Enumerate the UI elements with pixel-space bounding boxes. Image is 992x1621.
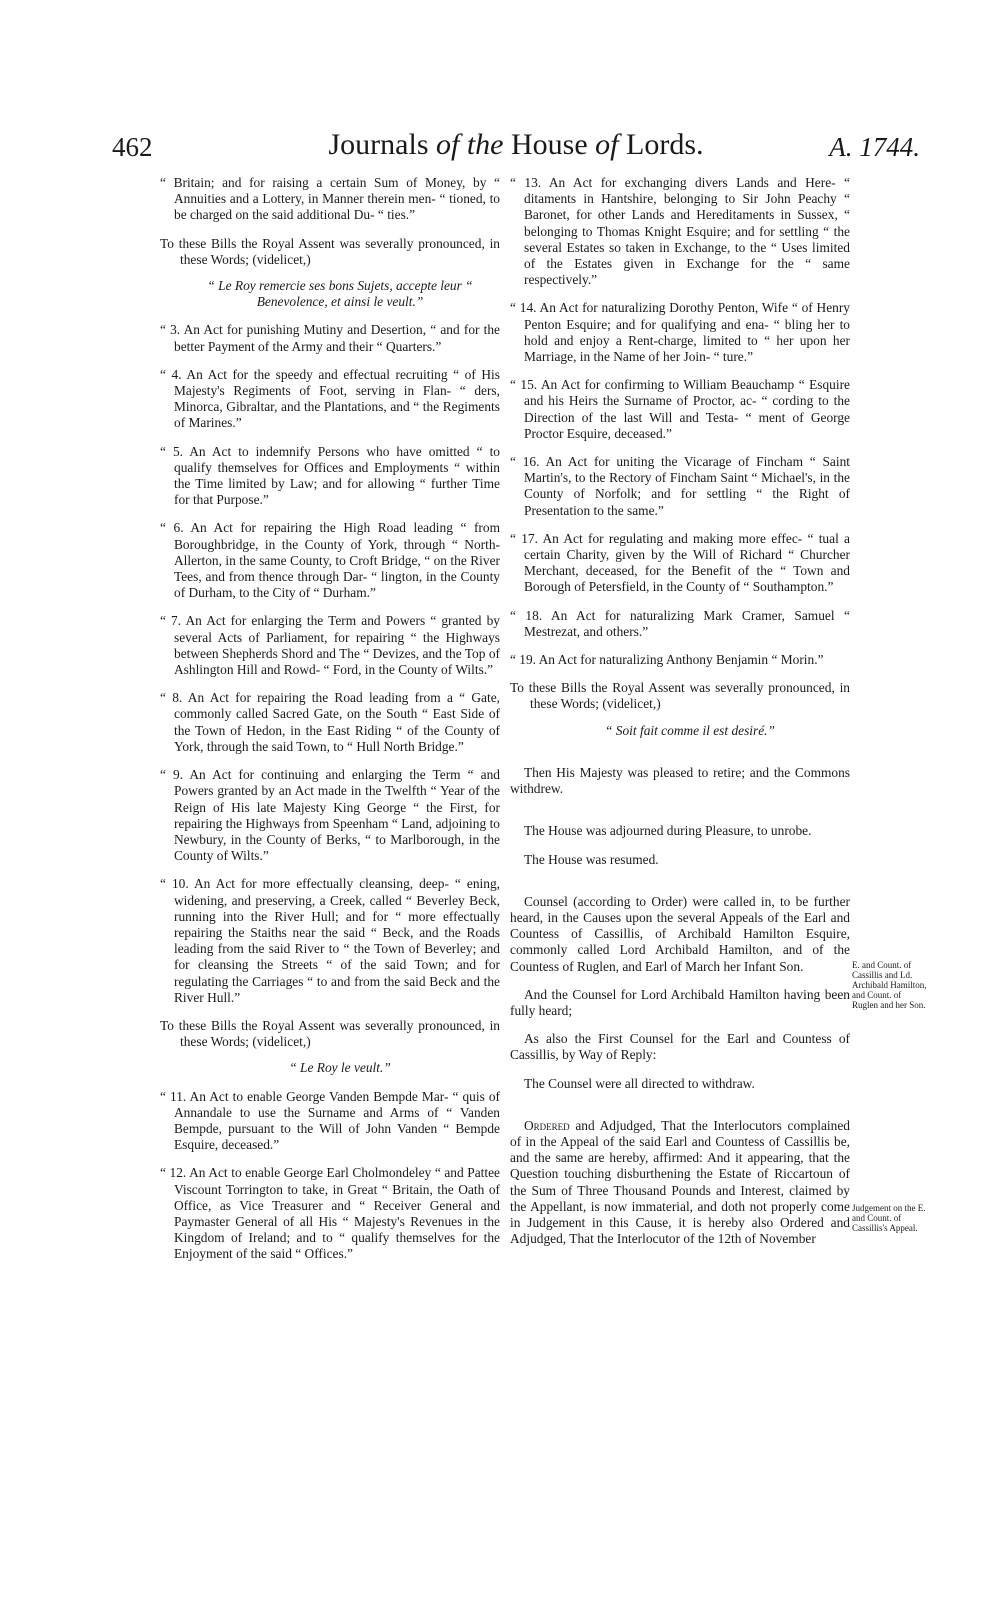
act-entry: “ 3. An Act for punishing Mutiny and Desertion, “ and for the better Payment of the Army and their “ Quarters.” [160,322,500,354]
royal-assent-formula: “ Le Roy remercie ses bons Sujets, accepte leur “ Benevolence, et ainsi le veult.” [207,278,473,310]
paragraph: The House was adjourned during Pleasure, to unrobe. [524,823,812,839]
page-year: A. 1744. [829,132,920,162]
title-journals: Journals [328,128,429,161]
act-entry: “ 8. An Act for repairing the Road leading from a “ Gate, commonly called Sacred Gate, on the South “ East Side of the Town of Hedon, in the East Riding “ of the County of York, through the said Town, to “ Hull North Bridge.” [160,690,500,754]
act-entry: “ 19. An Act for naturalizing Anthony Benjamin “ Morin.” [510,652,824,668]
royal-assent-formula: “ Soit fait comme il est desiré.” [605,722,775,738]
paragraph: The Counsel were all directed to withdraw. [524,1075,755,1091]
title-lords: Lords. [626,128,704,161]
act-entry: “ 15. An Act for confirming to William Beauchamp “ Esquire and his Heirs the Surname of Proctor, ac- “ cording to the Direction of the last Will and Testa- “ ment of George Proctor Esquire, deceased.” [510,377,850,441]
paragraph: And the Counsel for Lord Archibald Hamilton having been fully heard; [510,986,850,1018]
right-column [510,175,850,1259]
royal-assent-formula: “ Le Roy le veult.” [289,1060,391,1076]
act-entry: “ 13. An Act for exchanging divers Lands and Here- “ ditaments in Hantshire, belonging to Sir John Peachy “ Baronet, for other Lands and Hereditaments in Sussex, “ belonging to Thomas Knight Esquire; and for settling “ the several Estates so taken in Exchange, to the “ Uses limited of the Estates given in Exchange for the “ same respectively.” [510,175,850,288]
act-entry: “ 17. An Act for regulating and making more effec- “ tual a certain Charity, given by the Will of Richard “ Churcher Merchant, deceased, for the Benefit of the “ Town and Borough of Petersfield, in the County of “ Southampton.” [510,530,850,595]
ordered-text: and Adjudged, That the Interlocutors complained of in the Appeal of the said Earl and Countess of Cassillis be, and the same are hereby, affirmed: And it appearing, that the Question touching disburthening the Estate of Riccartoun of the Sum of Three Thousand Pounds and Interest, claimed by the Appellant, is now immaterial, and doth not properly come in Judgement in this Cause, it is hereby also Ordered and Adjudged, That the Interlocutor of the 12th of November [510,1117,850,1247]
left-column [160,175,500,1275]
page-title [112,128,920,162]
paragraph: “ Britain; and for raising a certain Sum of Money, by “ Annuities and a Lottery, in Manner therein men- “ tioned, to be charged on the said additional Du- “ ties.” [160,175,500,223]
page-header [112,128,920,168]
act-entry: “ 14. An Act for naturalizing Dorothy Penton, Wife “ of Henry Penton Esquire; and for qualifying and ena- “ bling her to hold and enjoy a Rent-charge, limited to “ her upon her Marriage, in the Name of her Join- “ ture.” [510,300,850,365]
act-entry: “ 6. An Act for repairing the High Road leading “ from Boroughbridge, in the County of York, through “ North-Allerton, in the same County, to Croft Bridge, “ on the River Tees, and from thence through Dar- “ lington, in the County of Durham, to the City of “ Durham.” [160,520,500,601]
paragraph: Counsel (according to Order) were called in, to be further heard, in the Causes upon the several Appeals of the Earl and Countess of Cassillis, of Archibald Hamilton Esquire, commonly called Lord Archibald Hamilton, and of the Countess of Ruglen, and Earl of March her Infant Son. [510,893,850,974]
act-entry: “ 11. An Act to enable George Vanden Bempde Mar- “ quis of Annandale to use the Surname and Arms of “ Vanden Bempde, pursuant to the Will of John Vanden “ Bempde Esquire, deceased.” [160,1088,500,1153]
royal-assent-statement: To these Bills the Royal Assent was severally pronounced, in these Words; (videlicet,) [160,1017,500,1050]
act-entry: “ 4. An Act for the speedy and effectual recruiting “ of His Majesty's Regiments of Foot, serving in Flan- “ ders, Minorca, Gibraltar, and the Plantations, and “ the Regiments of Marines.” [160,366,500,431]
act-entry: “ 10. An Act for more effectually cleansing, deep- “ ening, widening, and preserving, a Creek, called “ Beverley Beck, running into the River Hull; and for “ more effectually repairing the Staiths near the said “ Beck, and the Roads leading from the said River to “ the Town of Beverley; and for cleansing the Streets “ of the said Town; and for regulating the Carriages “ to and from the said Beck and the River Hull.” [160,876,500,1005]
act-entry: “ 12. An Act to enable George Earl Cholmondeley “ and Pattee Viscount Torrington to take, in Great “ Britain, the Oath of Office, as Vice Treasurer and “ Receiver General and Paymaster General of all His “ Majesty's Revenues in the Kingdom of Ireland; and to “ qualify themselves for the Enjoyment of the said “ Offices.” [160,1165,500,1262]
paragraph: Then His Majesty was pleased to retire; and the Commons withdrew. [510,764,850,797]
paragraph: As also the First Counsel for the Earl and Countess of Cassillis, by Way of Reply: [510,1031,850,1063]
title-house: House [511,128,588,161]
title-of-2: of [595,128,619,161]
margin-note: E. and Count. of Cassillis and Ld. Archibald Hamilton, and Count. of Ruglen and her Son. [852,960,927,1010]
act-entry: “ 16. An Act for uniting the Vicarage of Fincham “ Saint Martin's, to the Rectory of Fincham Saint “ Michael's, in the County of Norfolk; and for settling “ the Right of Presentation to the same.” [510,454,850,518]
title-the: the [466,128,504,161]
paragraph: The House was resumed. [524,851,659,867]
act-entry: “ 7. An Act for enlarging the Term and Powers “ granted by several Acts of Parliament, for repairing “ the Highways between Shepherds Shord and The “ Devizes, and the Top of Ashlington Hill and Rowd- “ Ford, in the County of Wilts.” [160,613,500,678]
margin-note: Judgement on the E. and Count. of Cassillis's Appeal. [852,1203,926,1233]
paragraph [510,1118,850,1248]
title-of-1: of [436,128,460,161]
ordered-lead: Ordered [524,1117,570,1133]
act-entry: “ 9. An Act for continuing and enlarging the Term “ and Powers granted by an Act made in the Twelfth “ Year of the Reign of His late Majesty King George “ the First, for repairing the Highways from Speenham “ Land, adjoining to Newbury, in the County of Berks, “ to Marlborough, in the County of Wilts.” [160,767,500,864]
royal-assent-statement: To these Bills the Royal Assent was severally pronounced, in these Words; (videlicet,) [160,235,500,267]
act-entry: “ 5. An Act to indemnify Persons who have omitted “ to qualify themselves for Offices and Employments “ within the Time limited by Law; and for allowing “ further Time for that Purpose.” [160,443,500,508]
act-entry: “ 18. An Act for naturalizing Mark Cramer, Samuel “ Mestrezat, and others.” [510,607,850,639]
royal-assent-statement: To these Bills the Royal Assent was severally pronounced, in these Words; (videlicet,) [510,680,850,712]
page-number: 462 [112,132,153,162]
